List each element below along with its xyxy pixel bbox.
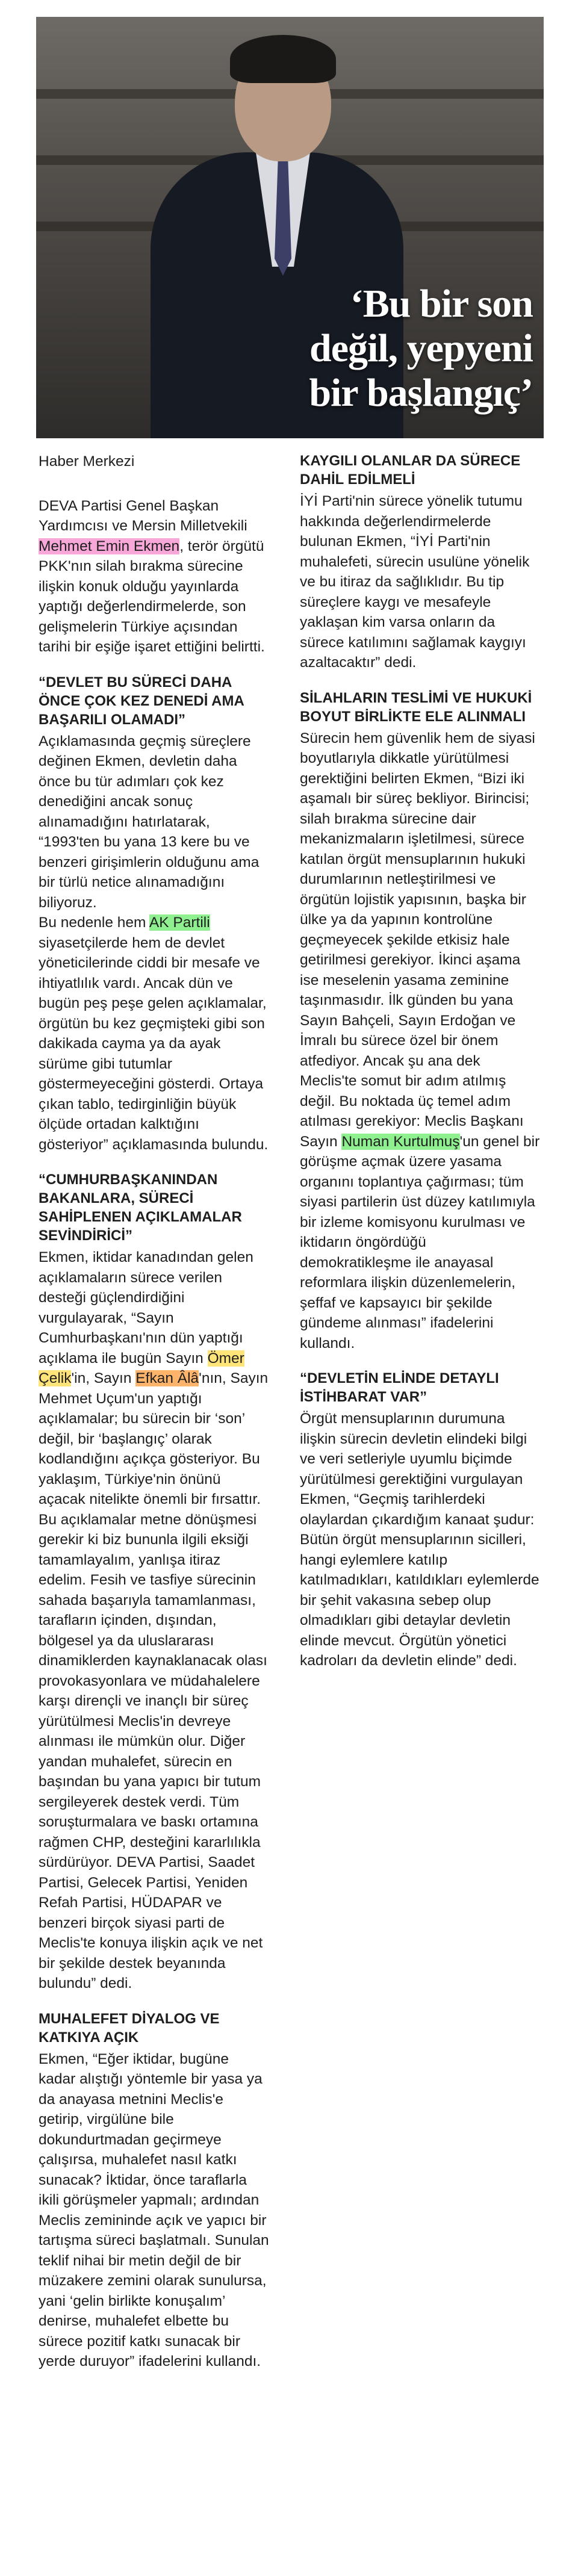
body-paragraph: Örgüt mensuplarının durumuna ilişkin sürecin devletin elindeki bilgi ve veri setleriyle uyumlu biçimde yürütülmesi gerektiğini vurgulayan Ekmen, “Geçmiş tarihlerdeki olaylardan çıkardığım kanaat şudur: Bütün örgüt mensuplarının sicilleri, hangi eylemlere katılıp katılmadıkları, katıldıkları eylemlerde bir şehit vakasına sebep olup olmadıkları gibi detaylar devletin elinde mevcut. Örgütün yönetici kadroları da devletin elinde” dedi. (300, 1411, 539, 1669)
body-paragraph (39, 1247, 270, 1994)
highlighted-name: Ömer Çelik (39, 1350, 244, 1386)
intro-paragraph (39, 496, 270, 657)
section-heading: MUHALEFET DİYALOG VE KATKIYA AÇIK (39, 2010, 220, 2046)
highlighted-name: Mehmet Emin Ekmen (39, 538, 180, 554)
column-right (300, 452, 541, 1687)
intro-text: DEVA Partisi Genel Başkan Yardımcısı ve Mersin Milletvekili (39, 497, 247, 534)
section-heading: “DEVLETİN ELİNDE DETAYLI İSTİHBARAT VAR” (300, 1370, 499, 1405)
body-paragraph (300, 728, 541, 1354)
body-paragraph (39, 913, 270, 1155)
body-text: siyasetçilerde hem de devlet yöneticilerinde ciddi bir mesafe ve ihtiyatlılık vardı. Ancak dün ve bugün peş peşe gelen açıklamalar, örgütün bu kez geçmişteki gibi son dakikada cayma ya da ayak sürüme gibi tutumlar göstermeyeceğini gösterdi. Ortaya çıkan tablo, tedirginliğin büyük ölçüde ortadan kalktığını gösteriyor” açıklamasında bulundu. (39, 934, 269, 1153)
section-heading: SİLAHLARIN TESLİMİ VE HUKUKİ BOYUT BİRLİKTE ELE ALINMALI (300, 689, 532, 725)
section-heading: “DEVLET BU SÜRECİ DAHA ÖNCE ÇOK KEZ DENEDİ AMA BAŞARILI OLAMADI” (39, 674, 244, 728)
body-text: 'un genel bir görüşme açmak üzere yasama organını toplantıya çağırması; tüm siyasi partilerin üst düzey katılımıyla bir izleme komisyonu kurulması ve iktidarın öngördüğü demokratikleşme ile anayasal reformlara ilişkin düzenlemelerin, şeffaf ve kapsayıcı bir şekilde gündeme alınması” ifadelerini kullandı. (300, 1133, 540, 1352)
highlighted-name: Efkan Âlâ (135, 1370, 199, 1386)
highlighted-party: AK Partili (149, 914, 210, 931)
highlighted-name: Numan Kurtulmuş (341, 1133, 460, 1150)
body-text: Ekmen, iktidar kanadından gelen açıklamaların sürece verilen desteği güçlendirdiğini vurgulayarak, “Sayın Cumhurbaşkanı'nın dün yaptığı açıklama ile bugün Sayın (39, 1249, 253, 1367)
speaker-hair (230, 35, 336, 83)
body-text: Sürecin hem güvenlik hem de siyasi boyutlarıyla dikkatle yürütülmesi gerektiğini belirten Ekmen, “Bizi iki aşamalı bir süreç bekliyor. Birincisi; silah bırakma sürecine dair mekanizmaların işletilmesi, sürece katılan örgüt mensuplarının hukuki durumlarının netleştirilmesi ve örgütün lojistik yapısının, başka bir ülke ya da yapının kontrolüne geçmeyecek şekilde etkisiz hale getirilmesi gerekiyor. İkinci aşama ise meselenin yasama zeminine taşınmasıdır. İlk günden bu yana Sayın Bahçeli, Sayın Erdoğan ve İmralı bu sürece özel bir önem atfediyor. Ancak şu ana dek Meclis'te somut bir adım atılmış değil. Bu noktada üç temel adım atılması gerekiyor: Meclis Başkanı Sayın (300, 730, 535, 1150)
hero-photo (36, 17, 544, 438)
intro-text: , terör örgütü PKK'nın silah bırakma sürecine ilişkin konuk olduğu yayınlarda yaptığı değerlendirmelerde, son gelişmelerin Türkiye açısından tarihi bir eşiğe işaret ettiğini belirtti. (39, 538, 265, 655)
dateline: Haber Merkezi (39, 453, 135, 470)
section-heading: KAYGILI OLANLAR DA SÜRECE DAHİL EDİLMELİ (300, 453, 521, 488)
body-paragraph: Ekmen, “Eğer iktidar, bugüne kadar alıştığı yöntemle bir yasa ya da anayasa metnini Meclis'e getirip, virgülüne bile dokundurtmadan geçirmeye çalışırsa, muhalefet nasıl katkı sunacak? İktidar, önce taraflarla ikili görüşmeler yapmalı; ardından Meclis zemininde açık ve yapıcı bir tartışma süreci başlatmalı. Sunulan teklif nihai bir metin değil de bir müzakere zemini olarak sunulursa, yani ‘gelin birlikte konuşalım’ denirse, muhalefet elbette bu sürece pozitif katkı sunacak bir yerde duruyor” ifadelerini kullandı. (39, 2050, 269, 2370)
body-text: Bu nedenle hem (39, 914, 149, 931)
body-paragraph: Açıklamasında geçmiş süreçlere değinen Ekmen, devletin daha önce bu tür adımları çok kez denediğini ancak sonuç alınamadığını hatırlatarak, “1993'ten bu yana 13 kere bu ve benzeri girişimlerin olduğunu ama bir türlü netice alınamadığını biliyoruz. (39, 733, 259, 911)
body-paragraph: İYİ Parti'nin sürece yönelik tutumu hakkında değerlendirmelerde bulunan Ekmen, “İYİ Parti'nin muhalefeti, sürecin usulüne yönelik ve bu itiraz da sağlıklıdır. Bu tip süreçlere kaygı ve mesafeyle yaklaşan kim varsa onların da sürece katılımını sağlamak kaygıyı azaltacaktır” dedi. (300, 493, 530, 671)
column-left (39, 452, 270, 2372)
headline: ‘Bu bir son değil, yepyeni bir başlangıç’ (309, 282, 533, 415)
section-heading: “CUMHURBAŞKANINDAN BAKANLARA, SÜRECİ SAHİPLENEN AÇIKLAMALAR SEVİNDİRİCİ” (39, 1172, 242, 1244)
body-text: 'nın, Sayın Mehmet Uçum'un yaptığı açıklamalar; bu sürecin bir ‘son’ değil, bir ‘başlangıç’ olarak kodlandığını açıkça gösteriyor. Bu yaklaşım, Türkiye'nin önünü açacak nitelikte önemli bir fırsattır. Bu açıklamalar metne dönüşmesi gerekir ki biz bununla ilgili eksiği tamamlayalım, yanlışa itiraz edelim. Fesih ve tasfiye sürecinin sahada başarıyla tamamlanması, tarafların içinden, dışından, bölgesel ya da uluslararası dinamiklerden kaynaklanacak olası provokasyonlara ve müdahalelere karşı dirençli ve inançlı bir süreç yürütülmesi Meclis'in devreye alınması ile mümkün olur. Diğer yandan muhalefet, sürecin en başından bu yana yapıcı bir tutum sergileyerek destek verdi. Tüm soruşturmalara ve baskı ortamına rağmen CHP, desteğini kararlılıkla sürdürüyor. DEVA Partisi, Saadet Partisi, Gelecek Partisi, Yeniden Refah Partisi, HÜDAPAR ve benzeri birçok siyasi parti de Meclis'te konuya ilişkin açık ve net bir şekilde destek beyanında bulundu” dedi. (39, 1370, 269, 1991)
body-text: 'in, Sayın (71, 1370, 136, 1386)
